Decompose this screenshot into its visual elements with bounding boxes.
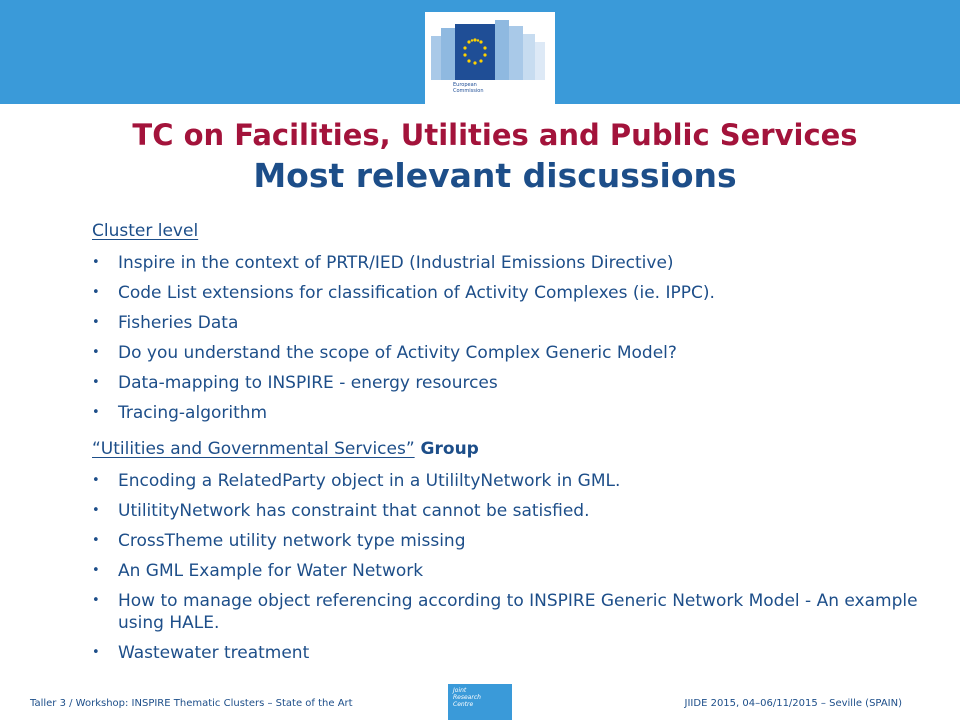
list-item: • Wastewater treatment	[92, 642, 932, 664]
list-item: • An GML Example for Water Network	[92, 560, 932, 582]
section-heading-suffix: Group	[414, 439, 479, 459]
section-utilities-group	[92, 436, 932, 664]
list-item: • UtilitityNetwork has constraint that cannot be satisfied.	[92, 500, 932, 522]
section-heading	[92, 218, 932, 244]
logo-caption-line2: Commission	[453, 88, 484, 94]
title-line-2: Most relevant discussions	[253, 156, 737, 195]
list-item: • Tracing-algorithm	[92, 402, 932, 424]
title-line-1: TC on Facilities, Utilities and Public Services	[132, 118, 858, 152]
list-item: • Inspire in the context of PRTR/IED (Industrial Emissions Directive)	[92, 252, 932, 274]
list-item: • Code List extensions for classification of Activity Complexes (ie. IPPC).	[92, 282, 932, 304]
footer-event-text: Taller 3 / Workshop: INSPIRE Thematic Clusters – State of the Art	[30, 698, 353, 709]
list-item: • Encoding a RelatedParty object in a UtililtyNetwork in GML.	[92, 470, 932, 492]
list-item: • Do you understand the scope of Activity Complex Generic Model?	[92, 342, 932, 364]
jrc-line2: Research	[453, 694, 481, 701]
slide-body	[92, 218, 932, 664]
berlaymont-building-icon	[429, 18, 551, 80]
section-heading-link[interactable]: Cluster level	[92, 221, 199, 241]
list-item: • Fisheries Data	[92, 312, 932, 334]
european-commission-logo	[425, 12, 555, 104]
slide-title	[0, 116, 960, 198]
section-cluster-level	[92, 218, 932, 424]
section-heading	[92, 436, 932, 462]
bullet-list	[92, 252, 932, 424]
list-item: • How to manage object referencing according to INSPIRE Generic Network Model - An example using HALE.	[92, 590, 932, 634]
logo-caption	[453, 82, 484, 94]
footer-date-location: JIIDE 2015, 04–06/11/2015 – Seville (SPAIN)	[684, 698, 902, 709]
jrc-logo	[448, 684, 512, 720]
jrc-line3: Centre	[453, 701, 474, 708]
section-heading-link[interactable]: “Utilities and Governmental Services”	[92, 439, 415, 459]
bullet-list	[92, 470, 932, 664]
list-item: • Data-mapping to INSPIRE - energy resources	[92, 372, 932, 394]
logo-caption-line1: European	[453, 82, 477, 88]
jrc-line1: Joint	[453, 687, 467, 694]
list-item: • CrossTheme utility network type missing	[92, 530, 932, 552]
